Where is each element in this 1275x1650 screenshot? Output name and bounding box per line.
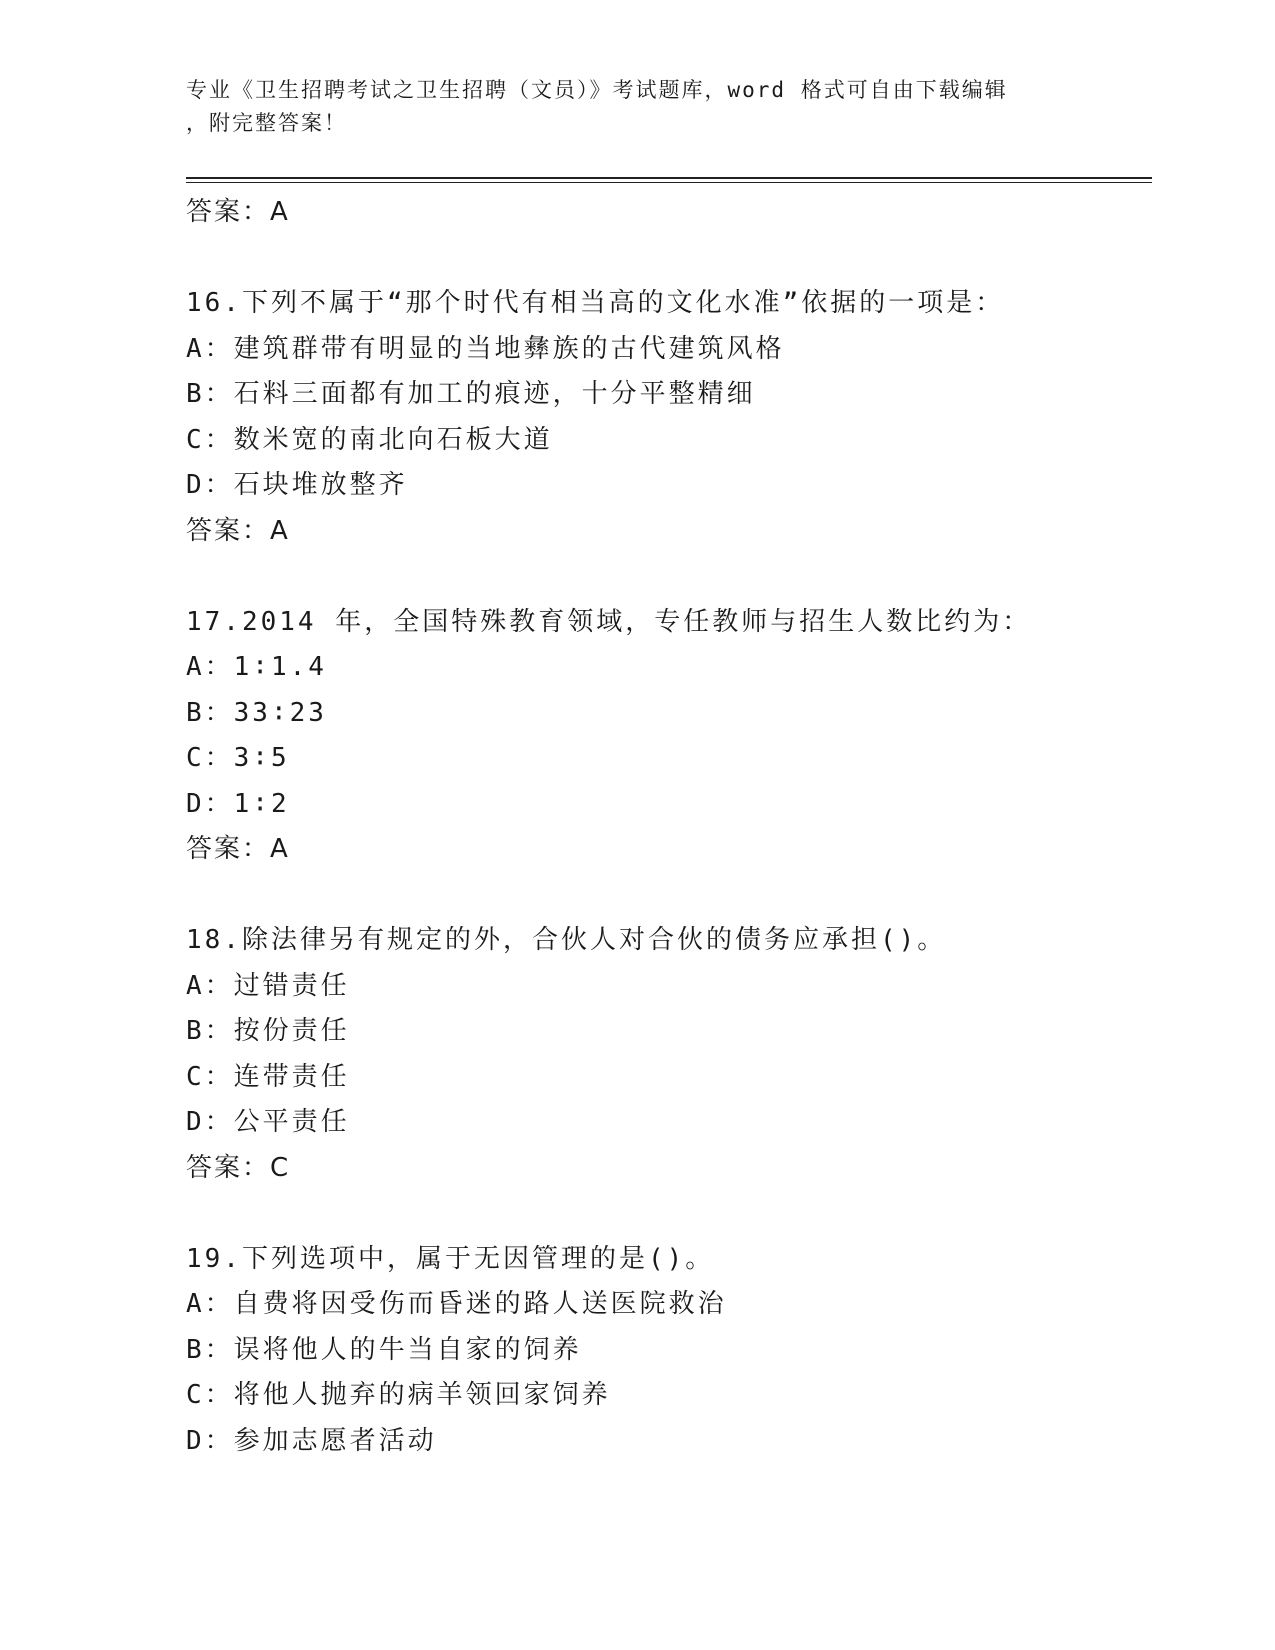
option-c: C：数米宽的南北向石板大道 <box>186 424 553 455</box>
header-line-1: 专业《卫生招聘考试之卫生招聘（文员）》考试题库，word 格式可自由下载编辑 <box>186 78 1008 102</box>
question-stem: 18.除法律另有规定的外，合伙人对合伙的债务应承担()。 <box>186 925 947 955</box>
answer-label: 答案：A <box>186 515 290 546</box>
spacer <box>186 873 1146 919</box>
header-divider-thin <box>186 182 1152 183</box>
question-stem: 19.下列选项中，属于无因管理的是()。 <box>186 1243 715 1274</box>
question-stem: 16.下列不属于“那个时代有相当高的文化水准”依据的一项是： <box>186 288 1005 318</box>
option-a: A：1∶1.4 <box>186 652 327 682</box>
option-d: D：石块堆放整齐 <box>186 470 408 500</box>
option-d: D：1∶2 <box>186 788 290 819</box>
option-b: B：按份责任 <box>186 1016 350 1046</box>
question-stem: 17.2014 年，全国特殊教育领域，专任教师与招生人数比约为： <box>186 606 1032 637</box>
option-b: B：石料三面都有加工的痕迹，十分平整精细 <box>186 379 756 409</box>
option-a: A：建筑群带有明显的当地彝族的古代建筑风格 <box>186 333 785 364</box>
page-header <box>186 74 1086 140</box>
question-16 <box>186 281 1146 554</box>
spacer <box>186 236 1146 282</box>
option-c: C：3∶5 <box>186 743 290 773</box>
option-a: A：自费将因受伤而昏迷的路人送医院救治 <box>186 1289 727 1319</box>
question-17 <box>186 600 1146 873</box>
answer-label: 答案：C <box>186 1152 291 1183</box>
option-c: C：将他人抛弃的病羊领回家饲养 <box>186 1380 611 1410</box>
question-19 <box>186 1237 1146 1465</box>
question-list <box>186 190 1146 1464</box>
option-d: D：公平责任 <box>186 1107 350 1137</box>
option-d: D：参加志愿者活动 <box>186 1425 437 1456</box>
option-a: A：过错责任 <box>186 970 350 1001</box>
spacer <box>186 1191 1146 1237</box>
answer-label: 答案：A <box>186 834 290 864</box>
option-b: B：误将他人的牛当自家的饲养 <box>186 1334 582 1365</box>
option-b: B：33∶23 <box>186 697 327 728</box>
option-c: C：连带责任 <box>186 1061 350 1092</box>
answer-label: 答案：A <box>186 197 290 227</box>
header-divider <box>186 177 1152 179</box>
spacer <box>186 554 1146 600</box>
header-line-2: ，附完整答案！ <box>186 111 347 135</box>
question-18 <box>186 918 1146 1191</box>
